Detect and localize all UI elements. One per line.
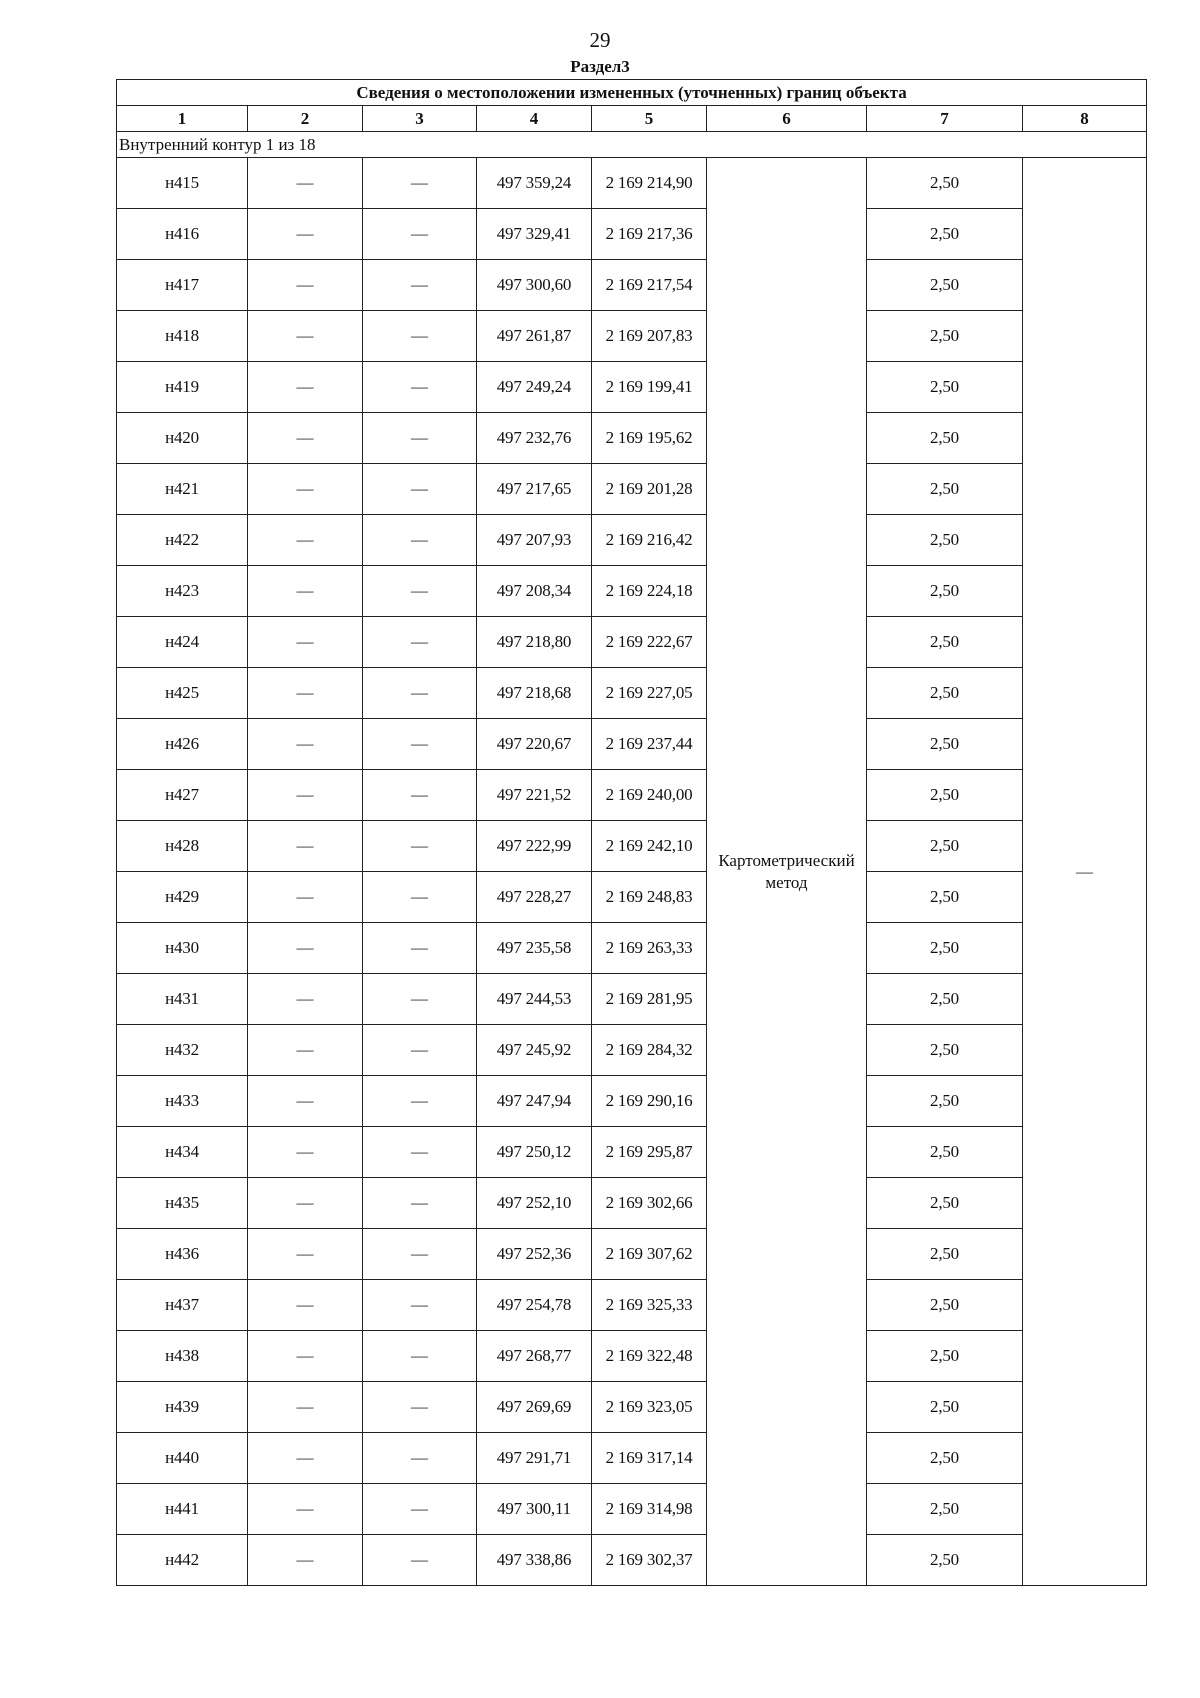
x-coordinate-cell: 497 249,24 (477, 362, 592, 413)
column-2-cell: — (248, 923, 363, 974)
y-coordinate-cell: 2 169 322,48 (592, 1331, 707, 1382)
column-2-cell: — (248, 872, 363, 923)
x-coordinate-cell: 497 250,12 (477, 1127, 592, 1178)
y-coordinate-cell: 2 169 242,10 (592, 821, 707, 872)
contour-label: Внутренний контур 1 из 18 (117, 132, 1147, 158)
table-row (117, 668, 1147, 719)
column-3-cell: — (363, 1484, 477, 1535)
point-id-cell: н437 (117, 1280, 248, 1331)
column-2-cell: — (248, 1178, 363, 1229)
x-coordinate-cell: 497 217,65 (477, 464, 592, 515)
point-id-cell: н428 (117, 821, 248, 872)
point-id-cell: н441 (117, 1484, 248, 1535)
accuracy-cell: 2,50 (867, 1331, 1023, 1382)
accuracy-cell: 2,50 (867, 1280, 1023, 1331)
column-3-cell: — (363, 566, 477, 617)
accuracy-cell: 2,50 (867, 413, 1023, 464)
point-id-cell: н426 (117, 719, 248, 770)
accuracy-cell: 2,50 (867, 1535, 1023, 1586)
x-coordinate-cell: 497 208,34 (477, 566, 592, 617)
y-coordinate-cell: 2 169 290,16 (592, 1076, 707, 1127)
point-id-cell: н429 (117, 872, 248, 923)
column-3-cell: — (363, 1178, 477, 1229)
point-id-cell: н419 (117, 362, 248, 413)
table-row (117, 719, 1147, 770)
accuracy-cell: 2,50 (867, 872, 1023, 923)
x-coordinate-cell: 497 300,11 (477, 1484, 592, 1535)
table-row (117, 209, 1147, 260)
column-3-cell: — (363, 872, 477, 923)
accuracy-cell: 2,50 (867, 821, 1023, 872)
accuracy-cell: 2,50 (867, 566, 1023, 617)
y-coordinate-cell: 2 169 284,32 (592, 1025, 707, 1076)
accuracy-cell: 2,50 (867, 617, 1023, 668)
x-coordinate-cell: 497 252,36 (477, 1229, 592, 1280)
table-row (117, 1331, 1147, 1382)
y-coordinate-cell: 2 169 224,18 (592, 566, 707, 617)
table-row (117, 974, 1147, 1025)
column-3-cell: — (363, 1025, 477, 1076)
table-row (117, 872, 1147, 923)
column-header: 5 (592, 106, 707, 132)
accuracy-cell: 2,50 (867, 1382, 1023, 1433)
column-2-cell: — (248, 1382, 363, 1433)
column-2-cell: — (248, 1433, 363, 1484)
point-id-cell: н431 (117, 974, 248, 1025)
table-row (117, 464, 1147, 515)
column-3-cell: — (363, 413, 477, 464)
x-coordinate-cell: 497 254,78 (477, 1280, 592, 1331)
table-row (117, 1025, 1147, 1076)
contour-row (117, 132, 1147, 158)
accuracy-cell: 2,50 (867, 1025, 1023, 1076)
table-row (117, 362, 1147, 413)
table-row (117, 1229, 1147, 1280)
column-2-cell: — (248, 566, 363, 617)
column-3-cell: — (363, 1229, 477, 1280)
y-coordinate-cell: 2 169 317,14 (592, 1433, 707, 1484)
column-3-cell: — (363, 923, 477, 974)
accuracy-cell: 2,50 (867, 464, 1023, 515)
x-coordinate-cell: 497 222,99 (477, 821, 592, 872)
table-row (117, 1382, 1147, 1433)
column-2-cell: — (248, 617, 363, 668)
column-2-cell: — (248, 1535, 363, 1586)
x-coordinate-cell: 497 228,27 (477, 872, 592, 923)
y-coordinate-cell: 2 169 217,36 (592, 209, 707, 260)
point-id-cell: н416 (117, 209, 248, 260)
accuracy-cell: 2,50 (867, 311, 1023, 362)
accuracy-cell: 2,50 (867, 362, 1023, 413)
column-3-cell: — (363, 311, 477, 362)
column-3-cell: — (363, 1331, 477, 1382)
column-2-cell: — (248, 209, 363, 260)
column-3-cell: — (363, 617, 477, 668)
column-2-cell: — (248, 1076, 363, 1127)
y-coordinate-cell: 2 169 302,37 (592, 1535, 707, 1586)
accuracy-cell: 2,50 (867, 770, 1023, 821)
accuracy-cell: 2,50 (867, 668, 1023, 719)
y-coordinate-cell: 2 169 307,62 (592, 1229, 707, 1280)
column-header: 3 (363, 106, 477, 132)
y-coordinate-cell: 2 169 207,83 (592, 311, 707, 362)
column-3-cell: — (363, 719, 477, 770)
y-coordinate-cell: 2 169 195,62 (592, 413, 707, 464)
point-id-cell: н423 (117, 566, 248, 617)
column-2-cell: — (248, 362, 363, 413)
accuracy-cell: 2,50 (867, 923, 1023, 974)
x-coordinate-cell: 497 261,87 (477, 311, 592, 362)
point-id-cell: н436 (117, 1229, 248, 1280)
column-header: 1 (117, 106, 248, 132)
x-coordinate-cell: 497 300,60 (477, 260, 592, 311)
table-row (117, 260, 1147, 311)
table-title: Сведения о местоположении измененных (уточненных) границ объекта (117, 80, 1147, 106)
column-2-cell: — (248, 1280, 363, 1331)
x-coordinate-cell: 497 244,53 (477, 974, 592, 1025)
point-id-cell: н438 (117, 1331, 248, 1382)
boundary-coordinates-table (116, 79, 1147, 1586)
table-row (117, 821, 1147, 872)
point-id-cell: н432 (117, 1025, 248, 1076)
column-3-cell: — (363, 464, 477, 515)
x-coordinate-cell: 497 218,80 (477, 617, 592, 668)
column-3-cell: — (363, 770, 477, 821)
table-row (117, 1484, 1147, 1535)
point-id-cell: н424 (117, 617, 248, 668)
point-id-cell: н433 (117, 1076, 248, 1127)
table-row (117, 566, 1147, 617)
column-3-cell: — (363, 209, 477, 260)
point-id-cell: н435 (117, 1178, 248, 1229)
point-id-cell: н434 (117, 1127, 248, 1178)
y-coordinate-cell: 2 169 201,28 (592, 464, 707, 515)
y-coordinate-cell: 2 169 325,33 (592, 1280, 707, 1331)
accuracy-cell: 2,50 (867, 1178, 1023, 1229)
accuracy-cell: 2,50 (867, 1229, 1023, 1280)
table-row (117, 923, 1147, 974)
table-row (117, 311, 1147, 362)
y-coordinate-cell: 2 169 199,41 (592, 362, 707, 413)
column-2-cell: — (248, 515, 363, 566)
column-3-cell: — (363, 1127, 477, 1178)
column-3-cell: — (363, 1535, 477, 1586)
y-coordinate-cell: 2 169 222,67 (592, 617, 707, 668)
point-id-cell: н430 (117, 923, 248, 974)
column-3-cell: — (363, 362, 477, 413)
column-2-cell: — (248, 464, 363, 515)
x-coordinate-cell: 497 252,10 (477, 1178, 592, 1229)
column-2-cell: — (248, 413, 363, 464)
y-coordinate-cell: 2 169 314,98 (592, 1484, 707, 1535)
table-row (117, 1076, 1147, 1127)
table-row (117, 1178, 1147, 1229)
accuracy-cell: 2,50 (867, 1433, 1023, 1484)
point-id-cell: н427 (117, 770, 248, 821)
column-3-cell: — (363, 1280, 477, 1331)
point-id-cell: н420 (117, 413, 248, 464)
column-2-cell: — (248, 1331, 363, 1382)
column-3-cell: — (363, 821, 477, 872)
column-2-cell: — (248, 1127, 363, 1178)
y-coordinate-cell: 2 169 302,66 (592, 1178, 707, 1229)
point-id-cell: н442 (117, 1535, 248, 1586)
y-coordinate-cell: 2 169 216,42 (592, 515, 707, 566)
column-2-cell: — (248, 821, 363, 872)
y-coordinate-cell: 2 169 214,90 (592, 158, 707, 209)
accuracy-cell: 2,50 (867, 974, 1023, 1025)
accuracy-cell: 2,50 (867, 515, 1023, 566)
column-3-cell: — (363, 1382, 477, 1433)
point-id-cell: н418 (117, 311, 248, 362)
y-coordinate-cell: 2 169 263,33 (592, 923, 707, 974)
table-body (117, 80, 1147, 1586)
section-title: Раздел3 (570, 57, 630, 76)
x-coordinate-cell: 497 245,92 (477, 1025, 592, 1076)
column-header: 8 (1023, 106, 1147, 132)
y-coordinate-cell: 2 169 240,00 (592, 770, 707, 821)
x-coordinate-cell: 497 232,76 (477, 413, 592, 464)
y-coordinate-cell: 2 169 295,87 (592, 1127, 707, 1178)
column-header: 7 (867, 106, 1023, 132)
table-row (117, 1127, 1147, 1178)
column-header: 2 (248, 106, 363, 132)
column-2-cell: — (248, 158, 363, 209)
accuracy-cell: 2,50 (867, 1127, 1023, 1178)
column-header-row (117, 106, 1147, 132)
column-3-cell: — (363, 1433, 477, 1484)
table-row (117, 617, 1147, 668)
accuracy-cell: 2,50 (867, 719, 1023, 770)
column-header: 4 (477, 106, 592, 132)
column-2-cell: — (248, 1025, 363, 1076)
point-id-cell: н439 (117, 1382, 248, 1433)
x-coordinate-cell: 497 235,58 (477, 923, 592, 974)
column-2-cell: — (248, 311, 363, 362)
x-coordinate-cell: 497 218,68 (477, 668, 592, 719)
column-3-cell: — (363, 1076, 477, 1127)
column-2-cell: — (248, 1229, 363, 1280)
column-3-cell: — (363, 974, 477, 1025)
table-row (117, 158, 1147, 209)
table-row (117, 1433, 1147, 1484)
x-coordinate-cell: 497 329,41 (477, 209, 592, 260)
accuracy-cell: 2,50 (867, 1076, 1023, 1127)
point-id-cell: н440 (117, 1433, 248, 1484)
point-id-cell: н425 (117, 668, 248, 719)
x-coordinate-cell: 497 268,77 (477, 1331, 592, 1382)
accuracy-cell: 2,50 (867, 260, 1023, 311)
column-2-cell: — (248, 260, 363, 311)
column-3-cell: — (363, 260, 477, 311)
x-coordinate-cell: 497 338,86 (477, 1535, 592, 1586)
column-2-cell: — (248, 719, 363, 770)
column-header: 6 (707, 106, 867, 132)
x-coordinate-cell: 497 247,94 (477, 1076, 592, 1127)
point-id-cell: н417 (117, 260, 248, 311)
accuracy-cell: 2,50 (867, 158, 1023, 209)
column-2-cell: — (248, 974, 363, 1025)
table-row (117, 515, 1147, 566)
table-row (117, 413, 1147, 464)
x-coordinate-cell: 497 269,69 (477, 1382, 592, 1433)
accuracy-cell: 2,50 (867, 209, 1023, 260)
y-coordinate-cell: 2 169 281,95 (592, 974, 707, 1025)
point-id-cell: н421 (117, 464, 248, 515)
column-2-cell: — (248, 668, 363, 719)
y-coordinate-cell: 2 169 237,44 (592, 719, 707, 770)
x-coordinate-cell: 497 221,52 (477, 770, 592, 821)
table-row (117, 770, 1147, 821)
column-2-cell: — (248, 770, 363, 821)
point-id-cell: н422 (117, 515, 248, 566)
x-coordinate-cell: 497 220,67 (477, 719, 592, 770)
y-coordinate-cell: 2 169 248,83 (592, 872, 707, 923)
y-coordinate-cell: 2 169 227,05 (592, 668, 707, 719)
y-coordinate-cell: 2 169 323,05 (592, 1382, 707, 1433)
table-row (117, 1280, 1147, 1331)
x-coordinate-cell: 497 359,24 (477, 158, 592, 209)
table-row (117, 1535, 1147, 1586)
x-coordinate-cell: 497 207,93 (477, 515, 592, 566)
accuracy-cell: 2,50 (867, 1484, 1023, 1535)
column-2-cell: — (248, 1484, 363, 1535)
page-number: 29 (589, 28, 611, 52)
table-title-row (117, 80, 1147, 106)
method-cell: Картометрический метод (707, 158, 867, 1586)
column-8-cell: — (1023, 158, 1147, 1586)
y-coordinate-cell: 2 169 217,54 (592, 260, 707, 311)
column-3-cell: — (363, 668, 477, 719)
point-id-cell: н415 (117, 158, 248, 209)
x-coordinate-cell: 497 291,71 (477, 1433, 592, 1484)
column-3-cell: — (363, 515, 477, 566)
column-3-cell: — (363, 158, 477, 209)
